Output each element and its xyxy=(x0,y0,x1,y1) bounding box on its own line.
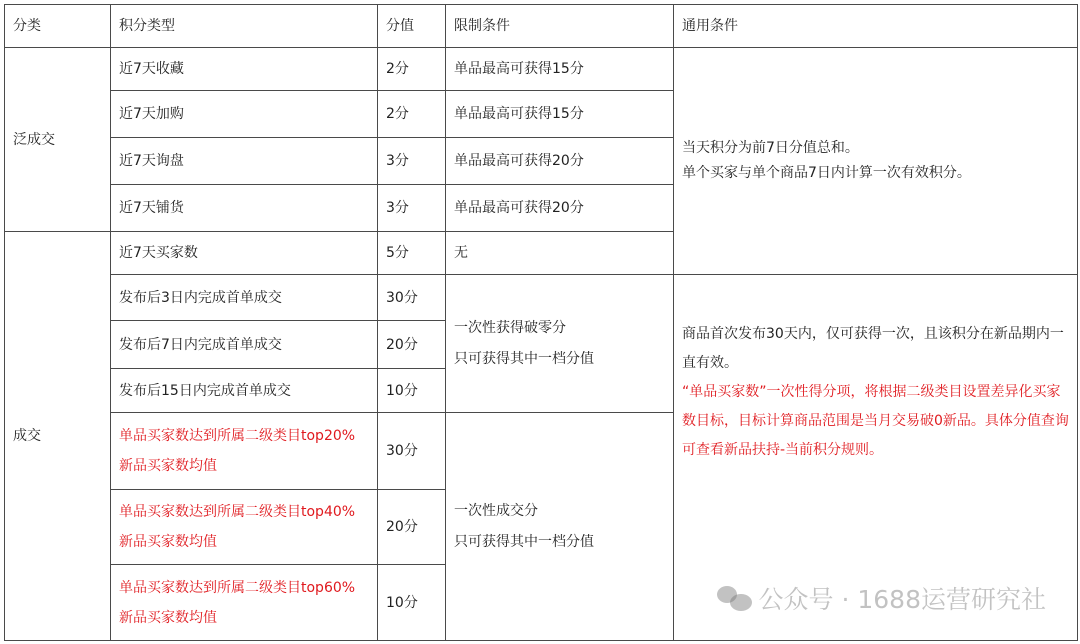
watermark xyxy=(717,580,1046,616)
limit-line: 只可获得其中一档分值 xyxy=(454,533,594,550)
points-type-line: 单品买家数达到所属二级类目top20% xyxy=(119,428,356,444)
points-type-cell: 近7天加购 xyxy=(111,91,378,138)
category-deal: 成交 xyxy=(5,232,111,641)
score-cell: 30分 xyxy=(378,275,446,321)
points-rules-table xyxy=(4,4,1078,641)
points-type-cell: 近7天收藏 xyxy=(111,48,378,91)
header-points-type: 积分类型 xyxy=(111,5,378,48)
score-cell: 30分 xyxy=(378,413,446,490)
points-type-line: 新品买家数均值 xyxy=(119,609,217,626)
score-cell: 5分 xyxy=(378,232,446,275)
score-cell: 20分 xyxy=(378,321,446,369)
limit-cell: 单品最高可获得20分 xyxy=(446,138,674,185)
points-type-cell xyxy=(111,565,378,641)
points-type-cell: 发布后15日内完成首单成交 xyxy=(111,369,378,413)
limit-line: 只可获得其中一档分值 xyxy=(454,350,594,367)
limit-cell: 单品最高可获得15分 xyxy=(446,91,674,138)
limit-buyers xyxy=(446,413,674,641)
points-type-cell: 近7天询盘 xyxy=(111,138,378,185)
limit-first-deal xyxy=(446,275,674,413)
score-cell: 20分 xyxy=(378,490,446,565)
table-row xyxy=(5,275,1078,321)
points-type-line: 新品买家数均值 xyxy=(119,458,217,474)
header-limit: 限制条件 xyxy=(446,5,674,48)
points-type-cell: 近7天买家数 xyxy=(111,232,378,275)
score-cell: 10分 xyxy=(378,369,446,413)
limit-cell: 无 xyxy=(446,232,674,275)
header-general: 通用条件 xyxy=(674,5,1078,48)
general-fan-line: 当天积分为前7日分值总和。 xyxy=(682,140,859,156)
watermark-text: 公众号 · 1688运营研究社 xyxy=(758,585,1046,614)
general-new-red-text: “单品买家数”一次性得分项，将根据二级类目设置差异化买家数目标，目标计算商品范围是当月交易破0新品。具体分值查询可查看新品扶持-当前积分规则。 xyxy=(682,384,1069,458)
limit-line: 一次性获得破零分 xyxy=(454,319,566,336)
general-fan-line: 单个买家与单个商品7日内计算一次有效积分。 xyxy=(682,165,971,181)
points-type-cell: 发布后3日内完成首单成交 xyxy=(111,275,378,321)
points-type-cell: 发布后7日内完成首单成交 xyxy=(111,321,378,369)
table-row xyxy=(5,48,1078,91)
table-header-row xyxy=(5,5,1078,48)
points-type-cell: 近7天铺货 xyxy=(111,185,378,232)
limit-line: 一次性成交分 xyxy=(454,502,538,519)
score-cell: 3分 xyxy=(378,185,446,232)
limit-cell: 单品最高可获得15分 xyxy=(446,48,674,91)
score-cell: 3分 xyxy=(378,138,446,185)
header-score: 分值 xyxy=(378,5,446,48)
category-fan-deal: 泛成交 xyxy=(5,48,111,232)
score-cell: 2分 xyxy=(378,91,446,138)
general-condition-fan xyxy=(674,48,1078,275)
score-cell: 10分 xyxy=(378,565,446,641)
header-category: 分类 xyxy=(5,5,111,48)
points-type-line: 新品买家数均值 xyxy=(119,534,217,550)
limit-cell: 单品最高可获得20分 xyxy=(446,185,674,232)
general-new-text: 商品首次发布30天内，仅可获得一次，且该积分在新品期内一直有效。 xyxy=(682,326,1064,371)
points-type-cell xyxy=(111,413,378,490)
wechat-logo-icon xyxy=(717,584,753,612)
score-cell: 2分 xyxy=(378,48,446,91)
points-type-line: 单品买家数达到所属二级类目top60% xyxy=(119,579,356,596)
points-type-line: 单品买家数达到所属二级类目top40% xyxy=(119,504,356,520)
points-type-cell xyxy=(111,490,378,565)
